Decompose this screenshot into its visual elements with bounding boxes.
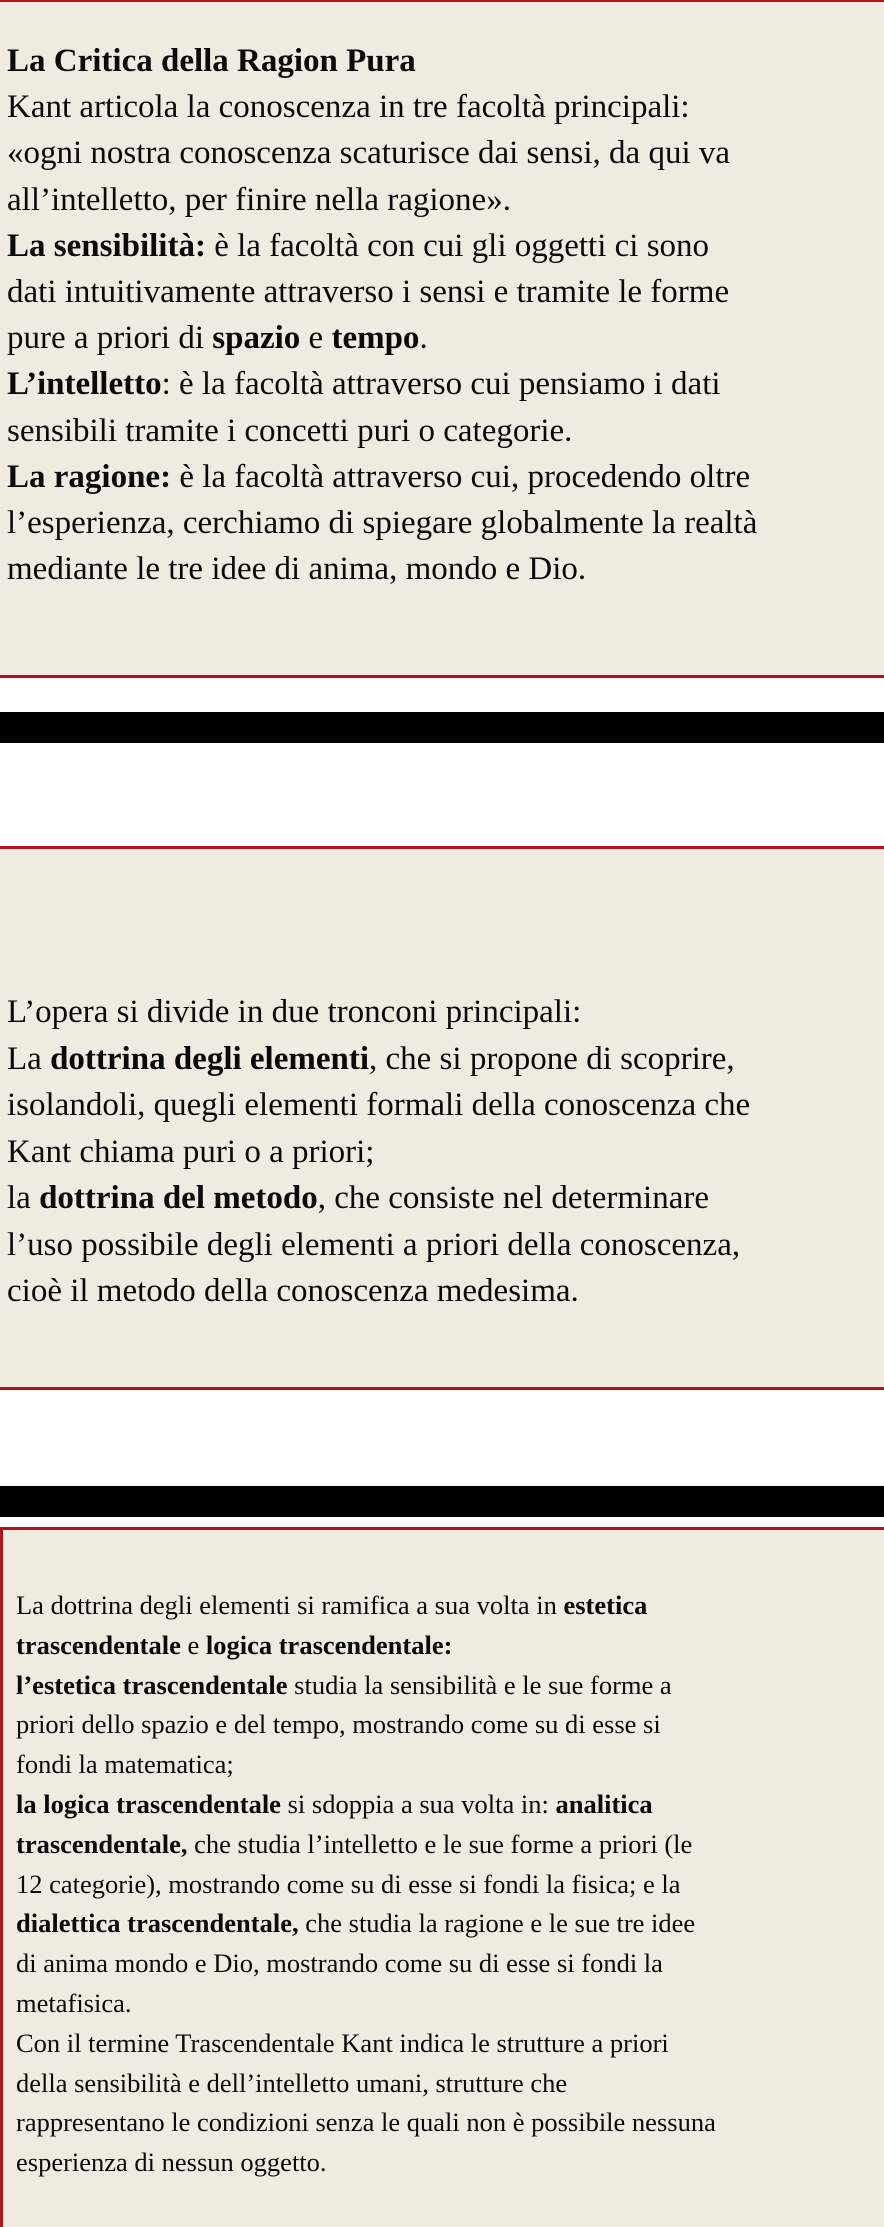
text-line: La dottrina degli elementi, che si propone di scoprire, — [7, 1040, 735, 1077]
term-dottrina-elementi: dottrina degli elementi — [50, 1040, 370, 1077]
slide-struttura-opera — [0, 846, 884, 1390]
text-line: Kant chiama puri o a priori; — [7, 1133, 375, 1170]
term-spazio: spazio — [212, 320, 301, 357]
text-line: dati intuitivamente attraverso i sensi e tramite le forme — [7, 274, 730, 311]
text-line: esperienza di nessun oggetto. — [16, 2147, 327, 2178]
text-line: sensibili tramite i concetti puri o categorie. — [7, 412, 573, 449]
text-line: L’intelletto: è la facoltà attraverso cui pensiamo i dati — [7, 366, 721, 403]
slide-title: La Critica della Ragion Pura — [7, 43, 416, 79]
term-logica-trascendentale: la logica trascendentale — [16, 1788, 281, 1819]
text-line: l’uso possibile degli elementi a priori della conoscenza, — [7, 1226, 741, 1263]
text-line: l’estetica trascendentale studia la sensibilità e le sue forme a — [16, 1669, 672, 1700]
text-line: metafisica. — [16, 1987, 132, 2018]
term-dottrina-metodo: dottrina del metodo — [39, 1180, 318, 1216]
text-line: «ogni nostra conoscenza scaturisce dai sensi, da qui va — [7, 135, 731, 172]
term-ragione: La ragione: — [7, 458, 172, 495]
slide-separator-bar — [0, 1486, 884, 1517]
text-line: della sensibilità e dell’intelletto umani, strutture che — [16, 2067, 568, 2098]
term-analitica-trascendentale: trascendentale, — [16, 1828, 188, 1859]
slide-critica-ragion-pura — [0, 0, 884, 678]
slide-2-text — [7, 989, 884, 1315]
text-line: Con il termine Trascendentale Kant indica le strutture a priori — [16, 2027, 669, 2058]
text-line: la logica trascendentale si sdoppia a sua volta in: analitica — [16, 1788, 653, 1819]
text-line: La ragione: è la facoltà attraverso cui, procedendo oltre — [7, 458, 751, 495]
slide-dottrina-elementi — [0, 1527, 884, 2227]
text-line: di anima mondo e Dio, mostrando come su di esse si fondi la — [16, 1948, 663, 1979]
slide-3-text — [16, 1586, 884, 2183]
slide-separator-bar — [0, 712, 884, 743]
text-line: fondi la matematica; — [16, 1749, 234, 1780]
text-line: trascendentale e logica trascendentale: — [16, 1629, 453, 1660]
text-line: trascendentale, che studia l’intelletto e le sue forme a priori (le — [16, 1828, 693, 1859]
term-tempo: tempo — [331, 320, 420, 357]
slide-1-text — [7, 38, 884, 592]
text-line: La dottrina degli elementi si ramifica a sua volta in estetica — [16, 1590, 648, 1620]
text-line: cioè il metodo della conoscenza medesima. — [7, 1273, 579, 1309]
text-line: L’opera si divide in due tronconi principali: — [7, 994, 582, 1030]
text-line: mediante le tre idee di anima, mondo e Dio. — [7, 551, 587, 588]
text-line: all’intelletto, per finire nella ragione». — [7, 181, 511, 218]
text-line: rappresentano le condizioni senza le quali non è possibile nessuna — [16, 2107, 716, 2138]
text-line: pure a priori di spazio e tempo. — [7, 320, 428, 357]
text-line: l’esperienza, cerchiamo di spiegare globalmente la realtà — [7, 505, 758, 542]
term-intelletto: L’intelletto — [7, 366, 162, 403]
text-line: Kant articola la conoscenza in tre facoltà principali: — [7, 89, 690, 126]
text-line: isolandoli, quegli elementi formali della conoscenza che — [7, 1087, 751, 1123]
term-estetica-trascendentale: l’estetica trascendentale — [16, 1669, 288, 1700]
text-line: priori dello spazio e del tempo, mostrando come su di esse si — [16, 1709, 661, 1740]
term-dialettica-trascendentale: dialettica trascendentale, — [16, 1908, 299, 1939]
text-line: 12 categorie), mostrando come su di esse si fondi la fisica; e la — [16, 1868, 681, 1899]
text-line: la dottrina del metodo, che consiste nel determinare — [7, 1180, 709, 1216]
text-line: La sensibilità: è la facoltà con cui gli oggetti ci sono — [7, 227, 710, 264]
term-sensibilita: La sensibilità: — [7, 227, 206, 264]
text-line: dialettica trascendentale, che studia la ragione e le sue tre idee — [16, 1908, 696, 1939]
